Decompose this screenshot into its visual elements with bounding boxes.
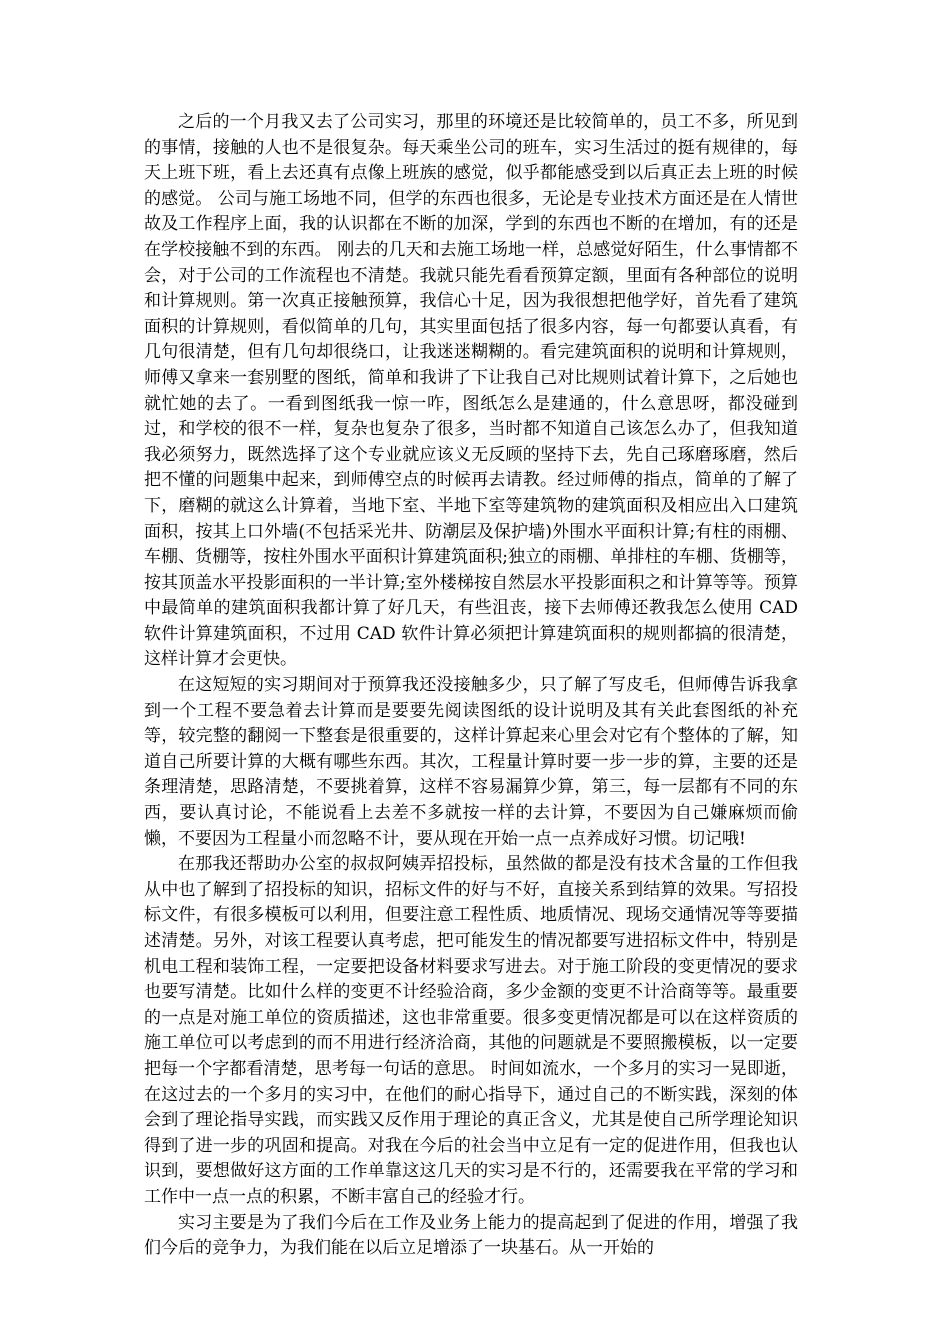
- paragraph-3: 在那我还帮助办公室的叔叔阿姨弄招投标，虽然做的都是没有技术含量的工作但我从中也了解到了招投标的知识，招标文件的好与不好，直接关系到结算的效果。写招投标文件，有很多模板可以利用，但要注意工程性质、地质情况、现场交通情况等等要描述清楚。另外，对该工程要认真考虑，把可能发生的情况都要写进招标文件中，特别是机电工程和装饰工程，一定要把设备材料要求写进去。对于施工阶段的变更情况的要求也要写清楚。比如什么样的变更不计经验洽商，多少金额的变更不计洽商等等。最重要的一点是对施工单位的资质描述，这也非常重要。很多变更情况都是可以在这样资质的施工单位可以考虑到的而不用进行经济洽商，其他的问题就是不要照搬模板，以一定要把每一个字都看清楚，思考每一句话的意思。 时间如流水，一个多月的实习一晃即逝，在这过去的一个多月的实习中，在他们的耐心指导下，通过自己的不断实践，深刻的体会到了理论指导实践，而实践又反作用于理论的真正含义，尤其是使自己所学理论知识得到了进一步的巩固和提高。对我在今后的社会当中立足有一定的促进作用，但我也认识到，要想做好这方面的工作单靠这这几天的实习是不行的，还需要我在平常的学习和工作中一点一点的积累，不断丰富自己的经验才行。: [144, 854, 798, 1207]
- paragraph-4: 实习主要是为了我们今后在工作及业务上能力的提高起到了促进的作用，增强了我们今后的竞争力，为我们能在以后立足增添了一块基石。从一开始的: [144, 1212, 798, 1259]
- paragraph-1: 之后的一个月我又去了公司实习，那里的环境还是比较简单的，员工不多，所见到的事情，接触的人也不是很复杂。每天乘坐公司的班车，实习生活过的挺有规律的，每天上班下班，看上去还真有点像上班族的感觉，似乎都能感受到以后真正去上班的时候的感觉。 公司与施工场地不同，但学的东西也很多，无论是专业技术方面还是在人情世故及工作程序上面，我的认识都在不断的加深，学到的东西也不断的在增加，有的还是在学校接触不到的东西。 刚去的几天和去施工场地一样，总感觉好陌生，什么事情都不会，对于公司的工作流程也不清楚。我就只能先看看预算定额，里面有各种部位的说明和计算规则。第一次真正接触预算，我信心十足，因为我很想把他学好，首先看了建筑面积的计算规则，看似简单的几句，其实里面包括了很多内容，每一句都要认真看，有几句很清楚，但有几句却很绕口，让我迷迷糊糊的。看完建筑面积的说明和计算规则，师傅又拿来一套别墅的图纸，简单和我讲了下让我自己对比规则试着计算下，之后她也就忙她的去了。一看到图纸我一惊一咋，图纸怎么是建通的，什么意思呀，都没碰到过，和学校的很不一样，复杂也复杂了很多，当时都不知道自己该怎么办了，但我知道我必须努力，既然选择了这个专业就应该义无反顾的坚持下去，先自己琢磨琢磨，然后把不懂的问题集中起来，到师傅空点的时候再去请教。经过师傅的指点，简单的了解了下，磨糊的就这么计算着，当地下室、半地下室等建筑物的建筑面积及相应出入口建筑面积，按其上口外墙(不包括采光井、防潮层及保护墙)外围水平面积计算;有柱的雨棚、车棚、货棚等，按柱外围水平面积计算建筑面积;独立的雨棚、单排柱的车棚、货棚等，按其顶盖水平投影面积的一半计算;室外楼梯按自然层水平投影面积之和计算等等。预算中最简单的建筑面积我都计算了好几天，有些沮丧，接下去师傅还教我怎么使用 CAD 软件计算建筑面积，不过用 CAD 软件计算必须把计算建筑面积的规则都搞的很清楚，这样计算才会更快。: [144, 112, 798, 670]
- document-body: [144, 110, 798, 1262]
- paragraph-2: 在这短短的实习期间对于预算我还没接触多少，只了解了写皮毛，但师傅告诉我拿到一个工程不要急着去计算而是要要先阅读图纸的设计说明及其有关此套图纸的补充等，较完整的翻阅一下整套是很重要的，这样计算起来心里会对它有个整体的了解，知道自己所要计算的大概有哪些东西。其次，工程量计算时要一步一步的算，主要的还是条理清楚，思路清楚，不要挑着算，这样不容易漏算少算，第三，每一层都有不同的东西，要认真讨论，不能说看上去差不多就按一样的去计算，不要因为自己嫌麻烦而偷懒，不要因为工程量小而忽略不计，要从现在开始一点一点养成好习惯。切记哦!: [144, 675, 798, 849]
